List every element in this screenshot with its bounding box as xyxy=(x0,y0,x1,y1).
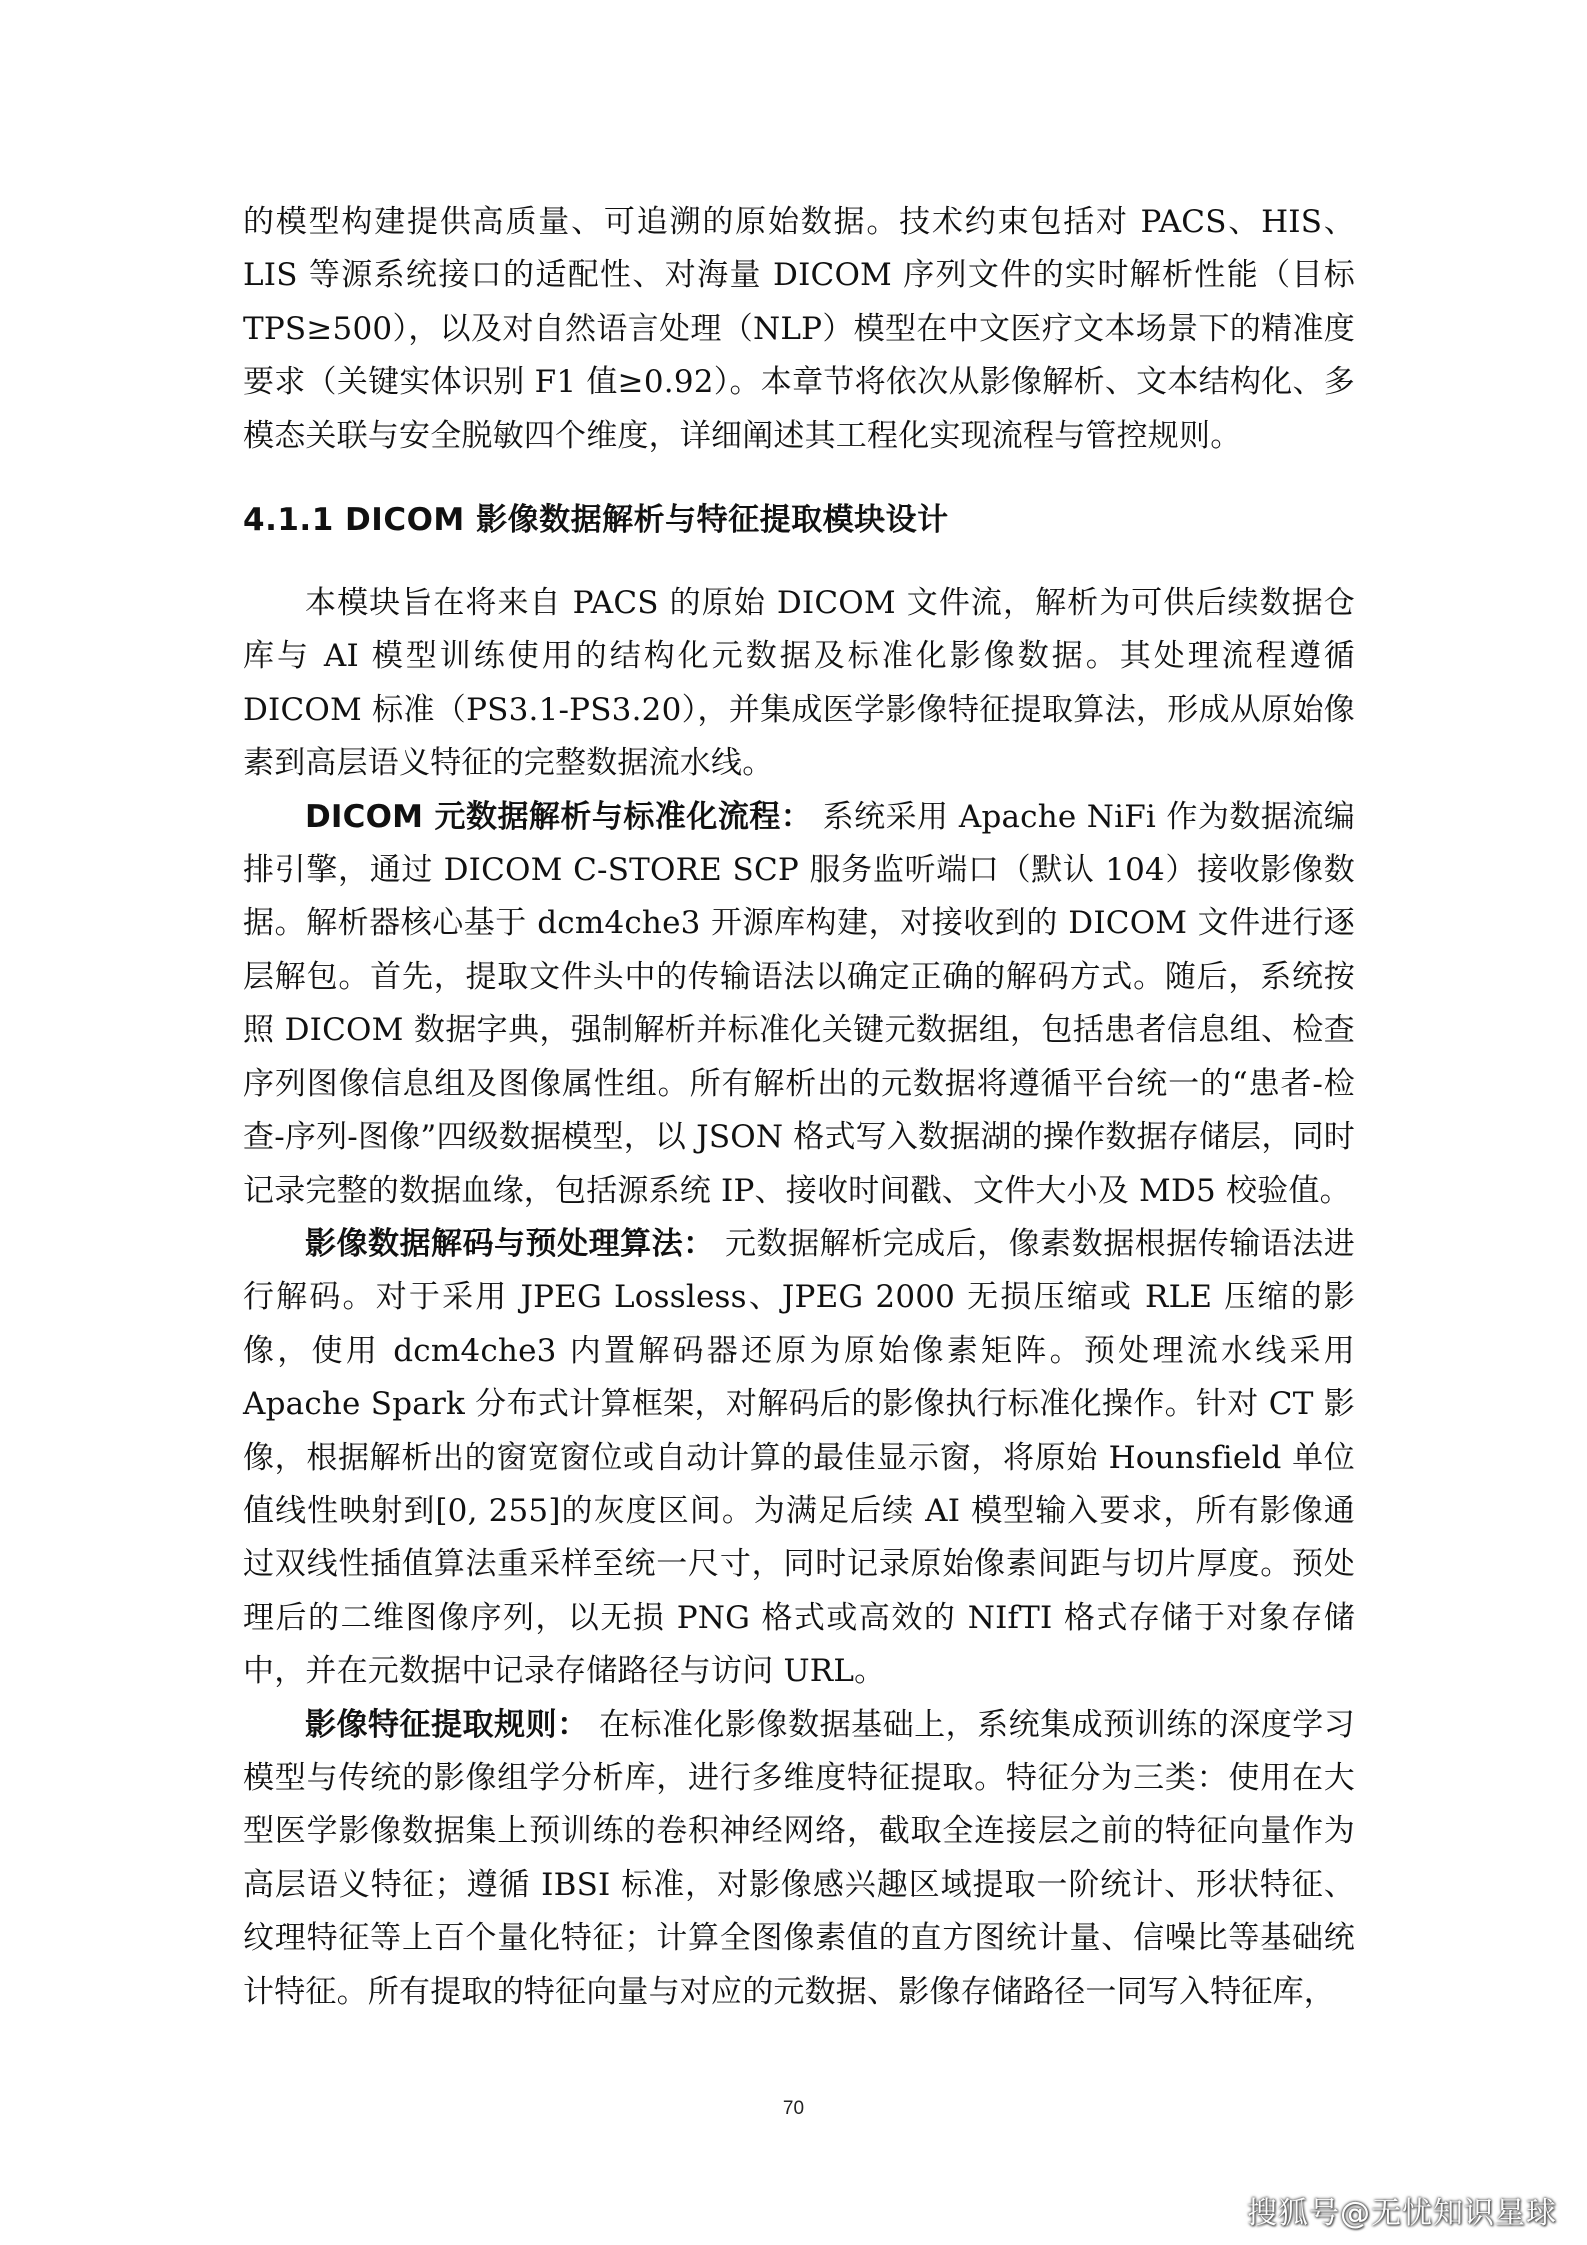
paragraph-body: 本模块旨在将来自 PACS 的原始 DICOM 文件流，解析为可供后续数据仓库与 AI 模型训练使用的结构化元数据及标准化影像数据。其处理流程遵循 DICOM 标准（PS3.1-PS3.20），并集成医学影像特征提取算法，形成从原始像素到高层语义特征的完整数据流水线。 xyxy=(243,585,1355,782)
paragraph-overview xyxy=(243,577,1355,791)
watermark: 搜狐号@无忧知识星球 xyxy=(1247,2196,1557,2231)
paragraph-body: 元数据解析完成后，像素数据根据传输语法进行解码。对于采用 JPEG Lossless、JPEG 2000 无损压缩或 RLE 压缩的影像，使用 dcm4che3 内置解码器还原为原始像素矩阵。预处理流水线采用 Apache Spark 分布式计算框架，对解码后的影像执行标准化操作。针对 CT 影像，根据解析出的窗宽窗位或自动计算的最佳显示窗，将原始 Hounsfield 单位值线性映射到[0, 255]的灰度区间。为满足后续 AI 模型输入要求，所有影像通过双线性插值算法重采样至统一尺寸，同时记录原始像素间距与切片厚度。预处理后的二维图像序列，以无损 PNG 格式或高效的 NIfTI 格式存储于对象存储中，并在元数据中记录存储路径与访问 URL。 xyxy=(243,1225,1355,1690)
paragraph-body: 系统采用 Apache NiFi 作为数据流编排引擎，通过 DICOM C-STORE SCP 服务监听端口（默认 104）接收影像数据。解析器核心基于 dcm4che3 开源库构建，对接收到的 DICOM 文件进行逐层解包。首先，提取文件头中的传输语法以确定正确的解码方式。随后，系统按照 DICOM 数据字典，强制解析并标准化关键元数据组，包括患者信息组、检查序列图像信息组及图像属性组。所有解析出的元数据将遵循平台统一的“患者-检查-序列-图像”四级数据模型，以 JSON 格式写入数据湖的操作数据存储层，同时记录完整的数据血缘，包括源系统 IP、接收时间戳、文件大小及 MD5 校验值。 xyxy=(243,798,1355,1209)
paragraph-decoding xyxy=(243,1218,1355,1699)
page-number: 70 xyxy=(782,2098,805,2119)
section-heading: 4.1.1 DICOM 影像数据解析与特征提取模块设计 xyxy=(243,502,949,539)
intro-paragraph: 的模型构建提供高质量、可追溯的原始数据。技术约束包括对 PACS、HIS、LIS 等源系统接口的适配性、对海量 DICOM 序列文件的实时解析性能（目标 TPS≥500），以及对自然语言处理（NLP）模型在中文医疗文本场景下的精准度要求（关键实体识别 F1 值≥0.92）。本章节将依次从影像解析、文本结构化、多模态关联与安全脱敏四个维度，详细阐述其工程化实现流程与管控规则。 xyxy=(243,204,1355,454)
paragraph-metadata-parsing xyxy=(243,791,1355,1218)
paragraph-feature-extraction xyxy=(243,1699,1355,2019)
paragraph-lead: 影像数据解码与预处理算法： xyxy=(305,1225,715,1262)
paragraph-lead: 影像特征提取规则： xyxy=(305,1706,589,1743)
paragraph-lead: DICOM 元数据解析与标准化流程： xyxy=(305,798,813,835)
paragraph-body: 在标准化影像数据基础上，系统集成预训练的深度学习模型与传统的影像组学分析库，进行多维度特征提取。特征分为三类：使用在大型医学影像数据集上预训练的卷积神经网络，截取全连接层之前的特征向量作为高层语义特征；遵循 IBSI 标准，对影像感兴趣区域提取一阶统计、形状特征、纹理特征等上百个量化特征；计算全图像素值的直方图统计量、信噪比等基础统计特征。所有提取的特征向量与对应的元数据、影像存储路径一同写入特征库， xyxy=(243,1706,1355,2010)
page-content xyxy=(243,196,1355,2019)
